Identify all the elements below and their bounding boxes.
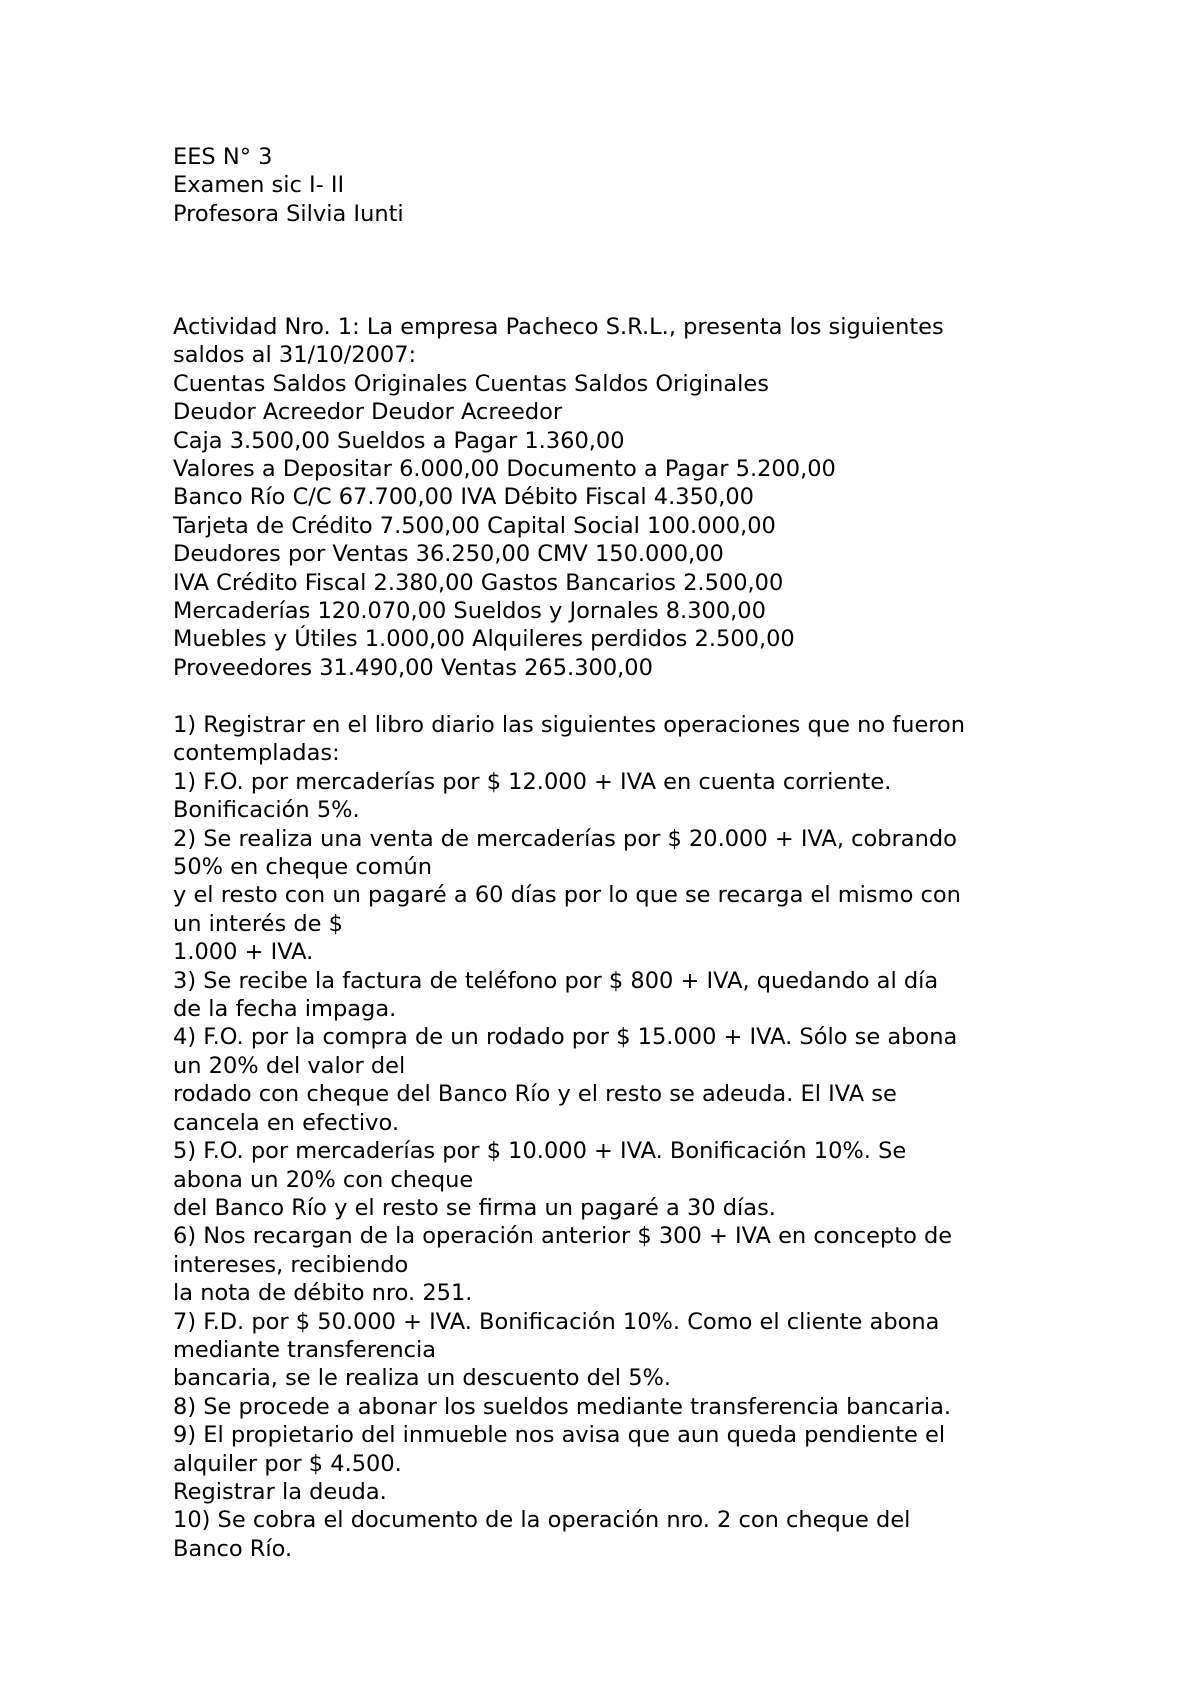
balances-subheader: Deudor Acreedor Deudor Acreedor: [173, 399, 563, 426]
operation-6: 6) Nos recargan de la operación anterior $ 300 + IVA en concepto de: [173, 1223, 953, 1250]
balance-row: IVA Crédito Fiscal 2.380,00 Gastos Bancarios 2.500,00: [173, 569, 784, 596]
balance-row: Muebles y Útiles 1.000,00 Alquileres perdidos 2.500,00: [173, 626, 795, 653]
operation-8: 8) Se procede a abonar los sueldos mediante transferencia bancaria.: [173, 1393, 952, 1420]
operation-2: 50% en cheque común: [173, 854, 433, 881]
operation-9: Registrar la deuda.: [173, 1478, 387, 1505]
operation-1: Bonificación 5%.: [173, 797, 360, 824]
operation-2: y el resto con un pagaré a 60 días por lo que se recarga el mismo con: [173, 882, 961, 909]
operation-1: 1) F.O. por mercaderías por $ 12.000 + IVA en cuenta corriente.: [173, 768, 892, 795]
balance-row: Deudores por Ventas 36.250,00 CMV 150.000,00: [173, 541, 724, 568]
operation-4: 4) F.O. por la compra de un rodado por $ 15.000 + IVA. Sólo se abona: [173, 1024, 958, 1051]
operation-4: cancela en efectivo.: [173, 1109, 399, 1136]
instruction-line: 1) Registrar en el libro diario las siguientes operaciones que no fueron: [173, 712, 966, 738]
operations-list: [173, 711, 1073, 1563]
balance-row: Banco Río C/C 67.700,00 IVA Débito Fiscal 4.350,00: [173, 484, 755, 511]
operation-4: un 20% del valor del: [173, 1052, 406, 1079]
operation-9: alquiler por $ 4.500.: [173, 1450, 402, 1477]
operation-2: un interés de $: [173, 910, 343, 937]
operation-5: del Banco Río y el resto se firma un pagaré a 30 días.: [173, 1194, 776, 1221]
operation-4: rodado con cheque del Banco Río y el resto se adeuda. El IVA se: [173, 1081, 897, 1108]
balance-row: Proveedores 31.490,00 Ventas 265.300,00: [173, 654, 653, 681]
document-header: [173, 143, 1073, 228]
operation-2: 2) Se realiza una venta de mercaderías por $ 20.000 + IVA, cobrando: [173, 825, 957, 852]
operation-3: de la fecha impaga.: [173, 996, 397, 1023]
activity-line: Actividad Nro. 1: La empresa Pacheco S.R.L., presenta los siguientes: [173, 314, 944, 340]
operation-3: 3) Se recibe la factura de teléfono por $ 800 + IVA, quedando al día: [173, 967, 939, 994]
operation-2: 1.000 + IVA.: [173, 939, 314, 966]
operation-5: 5) F.O. por mercaderías por $ 10.000 + IVA. Bonificación 10%. Se: [173, 1138, 907, 1165]
teacher-name: Profesora Silvia Iunti: [173, 200, 404, 227]
school-name: EES N° 3: [173, 144, 273, 170]
operation-7: bancaria, se le realiza un descuento del 5%.: [173, 1365, 672, 1392]
operation-7: 7) F.D. por $ 50.000 + IVA. Bonificación 10%. Como el cliente abona: [173, 1308, 940, 1335]
activity-statement: [173, 313, 1073, 682]
balance-row: Tarjeta de Crédito 7.500,00 Capital Social 100.000,00: [173, 512, 776, 539]
operation-9: 9) El propietario del inmueble nos avisa que aun queda pendiente el: [173, 1422, 946, 1449]
operation-6: intereses, recibiendo: [173, 1251, 409, 1278]
balance-row: Mercaderías 120.070,00 Sueldos y Jornales 8.300,00: [173, 598, 766, 625]
balance-row: Caja 3.500,00 Sueldos a Pagar 1.360,00: [173, 427, 625, 454]
operation-10: 10) Se cobra el documento de la operación nro. 2 con cheque del: [173, 1507, 911, 1534]
activity-line: saldos al 31/10/2007:: [173, 342, 417, 369]
operation-6: la nota de débito nro. 251.: [173, 1280, 473, 1307]
operation-10: Banco Río.: [173, 1535, 293, 1562]
operation-7: mediante transferencia: [173, 1336, 437, 1363]
operation-5: abona un 20% con cheque: [173, 1166, 474, 1193]
instruction-line: contempladas:: [173, 740, 340, 767]
balances-header: Cuentas Saldos Originales Cuentas Saldos Originales: [173, 370, 769, 397]
balance-row: Valores a Depositar 6.000,00 Documento a Pagar 5.200,00: [173, 456, 836, 483]
exam-title: Examen sic I- II: [173, 172, 345, 199]
